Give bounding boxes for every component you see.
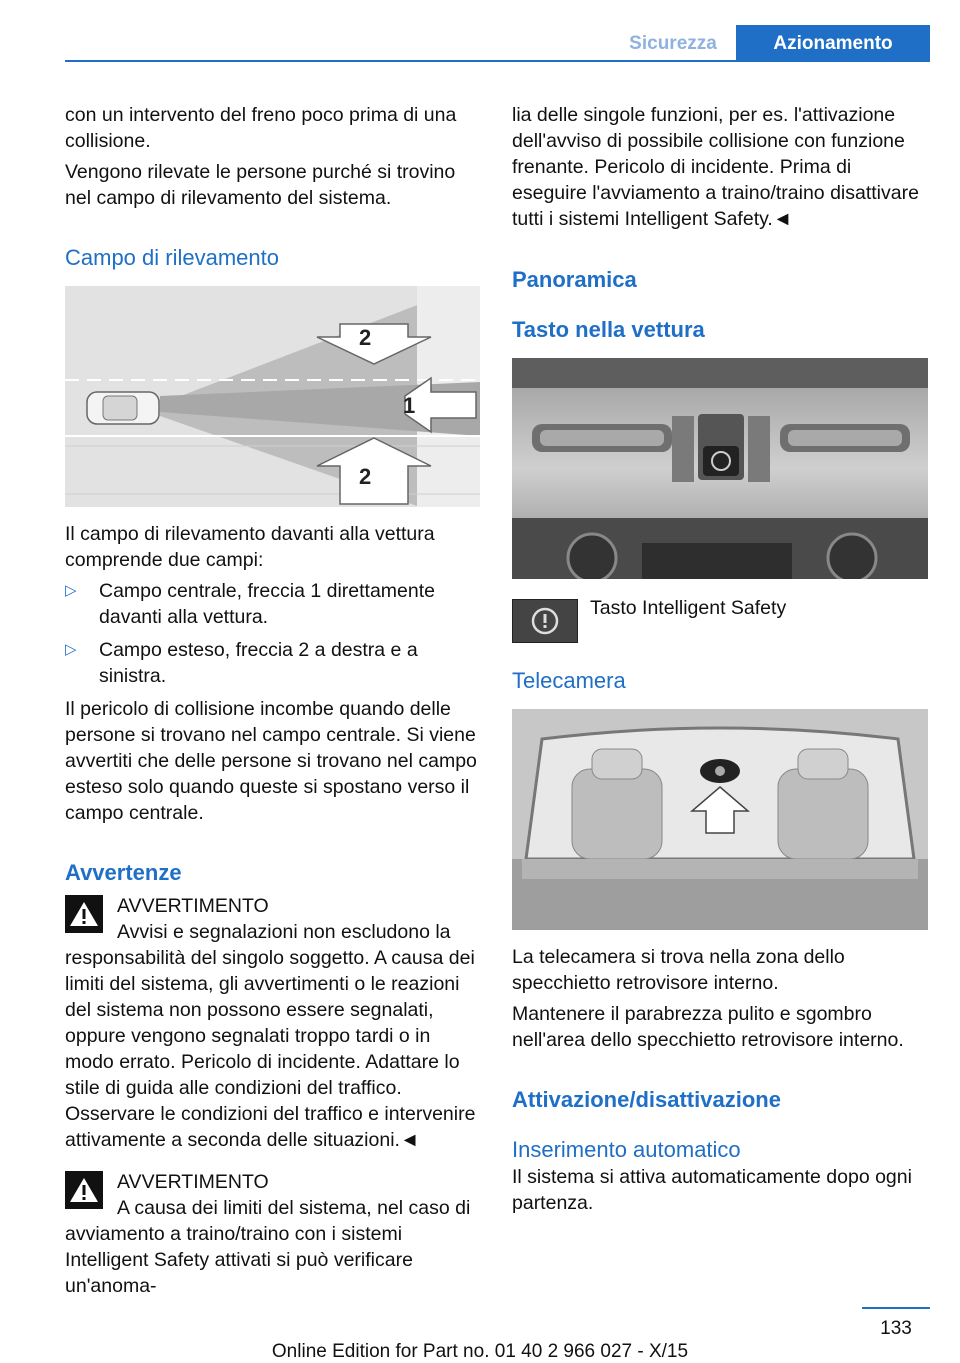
paragraph-persone: Vengono rilevate le persone purché si trovino nel campo di rilevamento del sistema.	[65, 161, 456, 209]
right-column	[512, 102, 930, 1216]
page-number: 133	[880, 1318, 912, 1339]
paragraph-inserimento: Il sistema si attiva automaticamente dopo ogni partenza.	[512, 1166, 912, 1214]
triangle-bullet-icon: ▷	[65, 582, 77, 599]
heading-telecamera: Telecamera	[512, 668, 626, 693]
warning-text: A causa dei limiti del sistema, nel caso di avviamento a traino/traino con i sistemi Intelligent Safety attivati si può verificare un'anoma-	[65, 1197, 471, 1297]
warning-block-2	[65, 1169, 480, 1299]
footer-edition: Online Edition for Part no. 01 40 2 966 027 - X/15	[271, 1341, 689, 1362]
dashboard-illustration	[512, 358, 928, 579]
paragraph-telecamera-posizione: La telecamera si trova nella zona dello specchietto retrovisore interno.	[512, 946, 845, 994]
heading-avvertenze: Avvertenze	[65, 860, 182, 885]
warning-triangle-icon	[65, 895, 103, 933]
arrow-label-2-bottom: 2	[359, 464, 372, 489]
paragraph-pericolo: Il pericolo di collisione incombe quando delle persone si trovano nel campo centrale. Si viene avvertiti che delle persone si trovano nel campo esteso solo quando queste si spostano verso il campo centrale.	[65, 698, 477, 824]
paragraph-freno: con un intervento del freno poco prima di una collisione.	[65, 104, 457, 152]
windshield-camera-photo	[512, 709, 928, 930]
header-rule	[65, 60, 930, 62]
paragraph-telecamera-pulizia: Mantenere il parabrezza pulito e sgombro nell'area dello specchietto retrovisore interno.	[512, 1003, 904, 1051]
button-caption: Tasto Intelligent Safety	[590, 597, 787, 619]
warning-title: AVVERTIMENTO	[117, 1171, 269, 1193]
header-tab-sicurezza[interactable]: Sicurezza	[629, 32, 717, 54]
triangle-bullet-icon: ▷	[65, 641, 77, 658]
button-caption-row	[512, 595, 930, 643]
heading-campo-rilevamento: Campo di rilevamento	[65, 245, 279, 270]
warning-triangle-icon	[65, 1171, 103, 1209]
field-list	[65, 578, 480, 689]
intelligent-safety-button-icon[interactable]	[512, 599, 578, 643]
detection-field-diagram	[65, 286, 480, 507]
header-tab-azionamento[interactable]: Azionamento	[736, 25, 930, 62]
arrow-label-2-top: 2	[359, 325, 372, 350]
list-item-text: Campo centrale, freccia 1 direttamente davanti alla vettura.	[99, 580, 435, 628]
left-column	[65, 102, 480, 1299]
dashboard-button-photo	[512, 358, 928, 579]
heading-panoramica: Panoramica	[512, 267, 637, 292]
list-item-text: Campo esteso, freccia 2 a destra e a sinistra.	[99, 639, 418, 687]
heading-attivazione: Attivazione/disattivazione	[512, 1087, 781, 1112]
warning-title: AVVERTIMENTO	[117, 895, 269, 917]
paragraph-due-campi: Il campo di rilevamento davanti alla vettura comprende due campi:	[65, 523, 435, 571]
arrow-label-1: 1	[403, 393, 416, 418]
windshield-illustration	[512, 709, 928, 930]
list-item	[65, 578, 480, 630]
heading-inserimento: Inserimento automatico	[512, 1137, 741, 1162]
list-item	[65, 637, 480, 689]
footer-rule	[862, 1307, 930, 1309]
heading-tasto-vettura: Tasto nella vettura	[512, 317, 705, 342]
paragraph-anomalia: lia delle singole funzioni, per es. l'attivazione dell'avviso di possibile collisione con funzione frenante. Pericolo di incidente. Prima di eseguire l'avviamento a traino/traino disattivare tutti i sistemi Intelligent Safety.◄	[512, 104, 919, 230]
warning-text: Avvisi e segnalazioni non escludono la responsabilità del singolo soggetto. A causa dei limiti del sistema, gli avvertimenti o le reazioni del sistema non possono essere segnalati, oppure vengono segnalati troppo tardi o in modo errato. Pericolo di incidente. Adattare lo stile di guida alle condizioni del traffico. Osservare le condizioni del traffico e intervenire attivamente a seconda delle situazioni.◄	[65, 921, 476, 1151]
detection-field-illustration	[65, 286, 480, 507]
warning-block-1	[65, 893, 480, 1153]
